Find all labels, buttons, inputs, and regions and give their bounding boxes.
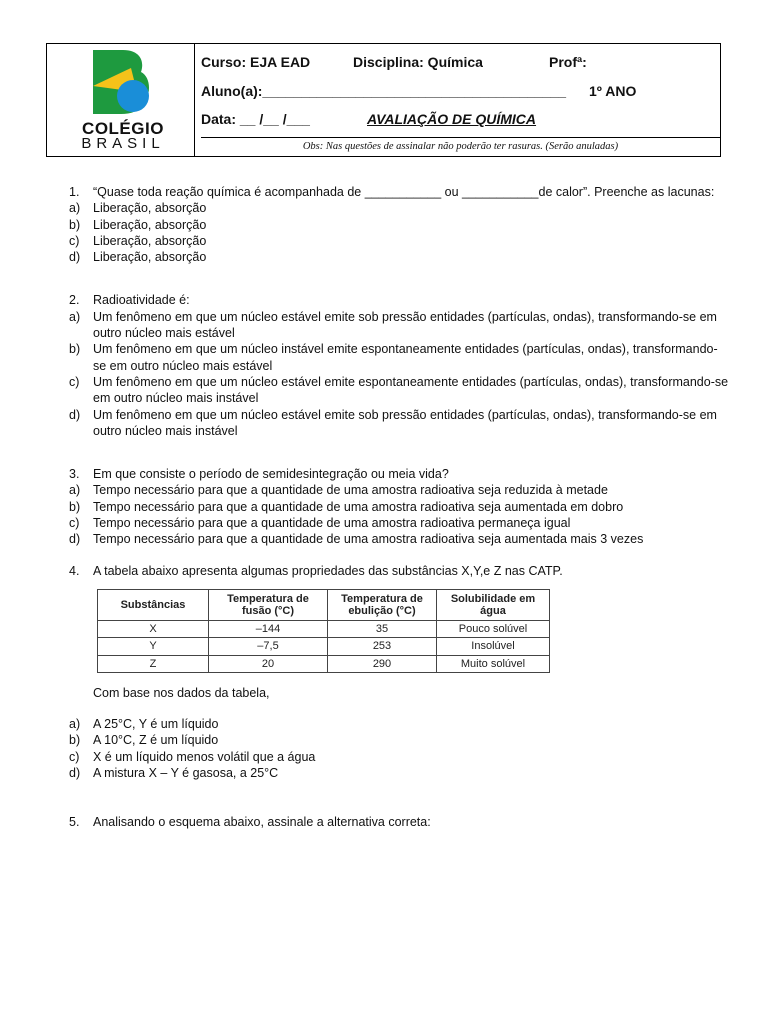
option-d [69,407,729,440]
option-text: Tempo necessário para que a quantidade de uma amostra radioativa seja aumentada mais 3 vezes [93,532,644,547]
option-d [69,765,729,781]
option-text: Liberação, absorção [93,233,207,248]
logo-word-brasil: BRASIL [81,135,165,152]
option-a [69,200,729,216]
colegio-brasil-logo-icon [91,48,151,116]
option-marker: c) [69,516,80,531]
table-row [98,620,550,637]
option-marker: b) [69,733,81,748]
option-d [69,249,729,265]
table-header: Substâncias [98,589,209,620]
question-5 [69,814,729,830]
table-cell: Y [98,638,209,655]
option-text: Um fenômeno em que um núcleo estável emite sob pressão entidades (partículas, ondas), transformando-se em outro núcleo mais estável [93,309,717,341]
grade-label: 1º ANO [589,83,637,99]
option-a [69,482,729,498]
table-cell: –7,5 [209,638,328,655]
option-b [69,341,729,374]
question-number: 4. [69,563,80,578]
option-text: Tempo necessário para que a quantidade de uma amostra radioativa seja aumentada em dobro [93,499,624,514]
header-obs-note: Obs: Nas questões de assinalar não poderão ter rasuras. (Serão anuladas) [302,141,619,152]
table-cell: Z [98,655,209,672]
table-row [98,638,550,655]
option-marker: b) [69,342,81,357]
option-marker: a) [69,717,81,732]
question-text: Radioatividade é: [93,293,190,308]
teacher-label: Profª: [549,54,587,70]
option-a [69,309,729,342]
option-text: Tempo necessário para que a quantidade de uma amostra radioativa permaneça igual [93,516,571,531]
option-marker: a) [69,483,81,498]
option-text: Liberação, absorção [93,250,207,265]
table-cell: Insolúvel [437,638,550,655]
header-divider [201,137,720,138]
question-text: A tabela abaixo apresenta algumas propriedades das substâncias X,Y,e Z nas CATP. [93,563,563,578]
table-header: Temperatura de ebulição (°C) [328,589,437,620]
option-marker: c) [69,749,80,764]
question-text: “Quase toda reação química é acompanhada de ___________ ou ___________de calor”. Preenche as lacunas: [93,185,715,199]
table-cell: –144 [209,620,328,637]
properties-table-wrapper [97,589,729,673]
question-text: Analisando o esquema abaixo, assinale a alternativa correta: [93,815,431,830]
option-c [69,374,729,407]
table-cell: Pouco solúvel [437,620,550,637]
option-text: Liberação, absorção [93,217,207,232]
option-marker: a) [69,309,81,324]
exam-header [46,43,721,157]
option-a [69,716,729,732]
option-marker: d) [69,532,81,547]
option-text: A 10°C, Z é um líquido [93,733,219,748]
table-note: Com base nos dados da tabela, [93,685,270,700]
properties-table [97,589,550,673]
school-logo [47,44,195,156]
question-number: 3. [69,467,80,482]
option-text: A mistura X – Y é gasosa, a 25°C [93,766,279,781]
question-4 [69,563,729,782]
table-header: Solubilidade em água [437,589,550,620]
question-1 [69,184,729,265]
option-text: Liberação, absorção [93,201,207,216]
question-3 [69,466,729,547]
table-cell: 253 [328,638,437,655]
date-field: Data: __ /__ /___ [201,111,310,127]
option-text: Um fenômeno em que um núcleo estável emite espontaneamente entidades (partículas, ondas), transformando-se em outro núcleo mais instável [93,374,729,406]
student-name-field: Aluno(a):_______________________________________ [201,83,567,99]
option-b [69,217,729,233]
header-info [201,44,720,156]
table-header-row [98,589,550,620]
table-cell: 35 [328,620,437,637]
option-text: Tempo necessário para que a quantidade de uma amostra radioativa seja reduzida à metade [93,483,608,498]
option-b [69,499,729,515]
logo-word-colegio: COLÉGIO [82,119,164,138]
table-cell: 20 [209,655,328,672]
question-2 [69,292,729,439]
exam-content [69,184,729,831]
option-text: X é um líquido menos volátil que a água [93,749,316,764]
question-number: 2. [69,293,80,308]
question-number: 1. [69,185,80,199]
option-marker: c) [69,374,80,389]
option-c [69,515,729,531]
option-marker: b) [69,499,81,514]
exam-title: AVALIAÇÃO DE QUÍMICA [367,111,537,127]
subject-label: Disciplina: Química [353,54,483,70]
option-marker: d) [69,766,81,781]
option-marker: d) [69,250,81,265]
table-cell: 290 [328,655,437,672]
option-marker: c) [69,233,80,248]
table-row [98,655,550,672]
option-marker: d) [69,407,81,422]
question-number: 5. [69,815,80,830]
option-marker: a) [69,201,81,216]
table-header: Temperatura de fusão (°C) [209,589,328,620]
option-text: Um fenômeno em que um núcleo instável emite espontaneamente entidades (partículas, ondas), transformando-se em outro núcleo mais estável [93,342,718,373]
option-text: Um fenômeno em que um núcleo estável emite sob pressão entidades (partículas, ondas), transformando-se em outro núcleo mais instável [93,407,717,438]
option-b [69,732,729,748]
table-cell: Muito solúvel [437,655,550,672]
course-label: Curso: EJA EAD [201,54,311,70]
question-text: Em que consiste o período de semidesintegração ou meia vida? [93,467,449,482]
option-c [69,233,729,249]
table-cell: X [98,620,209,637]
option-marker: b) [69,217,81,232]
option-text: A 25°C, Y é um líquido [93,717,219,732]
option-d [69,531,729,547]
option-c [69,749,729,765]
